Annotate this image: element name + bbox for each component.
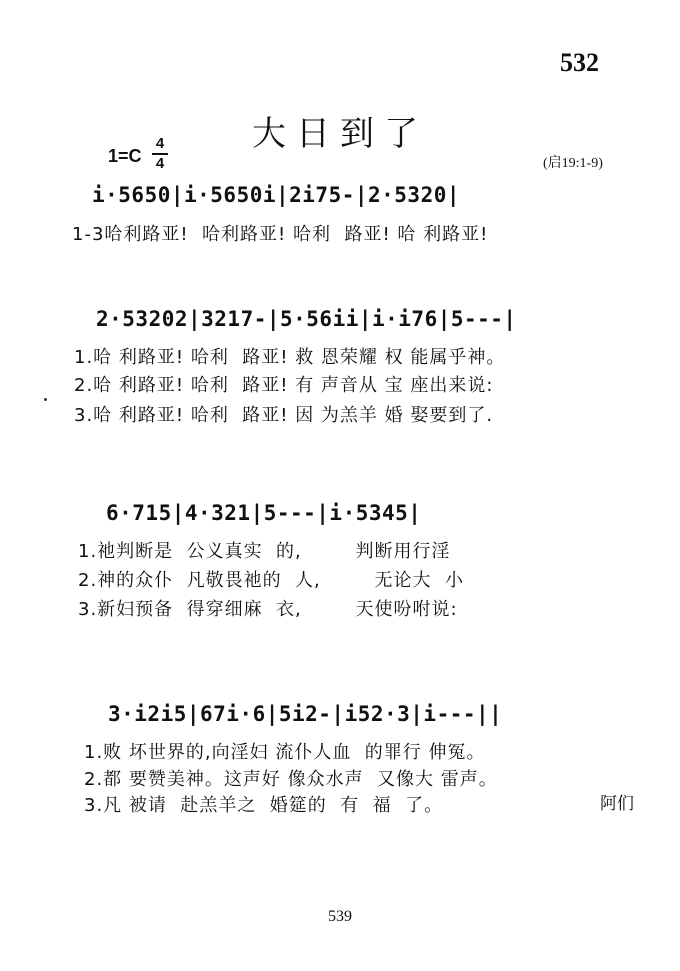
- hymn-number: 532: [560, 48, 599, 77]
- lyric-line-1-1: 1-3哈利路亚! 哈利路亚! 哈利 路亚! 哈 利路亚!: [72, 224, 489, 245]
- lyric-line-3-3: 3.新妇预备 得穿细麻 衣, 天使吩咐说:: [78, 599, 458, 620]
- lyric-line-2-2: 2.哈 利路亚! 哈利 路亚! 有 声音从 宝 座出来说:: [74, 375, 494, 396]
- notation-line-1: i·5650|i·5650i|2i75-|2·5320|: [92, 183, 461, 207]
- meter-top: 4: [155, 135, 165, 152]
- meter-bottom: 4: [155, 155, 165, 172]
- lyric-line-3-1: 1.祂判断是 公义真实 的, 判断用行淫: [78, 541, 451, 562]
- lyric-line-4-2: 2.都 要赞美神。这声好 像众水声 又像大 雷声。: [84, 769, 498, 790]
- amen-ending: 阿们: [600, 794, 634, 814]
- notation-line-2: 2·53202|3217-|5·56ii|i·i76|5---|: [96, 307, 517, 331]
- time-signature: [152, 136, 168, 172]
- lyric-line-4-3: 3.凡 被请 赴羔羊之 婚筵的 有 福 了。: [84, 795, 444, 816]
- page-number: 539: [328, 908, 352, 925]
- lyric-line-2-3: 3.哈 利路亚! 哈利 路亚! 因 为羔羊 婚 娶要到了.: [74, 405, 494, 426]
- scripture-reference: (启19:1-9): [543, 156, 603, 171]
- lyric-line-2-1: 1.哈 利路亚! 哈利 路亚! 救 恩荣耀 权 能属乎神。: [74, 347, 506, 368]
- hymn-title: 大日到了: [252, 114, 428, 154]
- notation-line-4: 3·i2i5|67i·6|5i2-|i52·3|i---||: [108, 702, 503, 726]
- lyric-line-4-1: 1.败 坏世界的,向淫妇 流仆人血 的罪行 伸冤。: [84, 742, 486, 763]
- scan-speck: [44, 398, 47, 401]
- key-signature: 1=C: [108, 146, 142, 166]
- notation-line-3: 6·715|4·321|5---|i·5345|: [106, 501, 422, 525]
- lyric-line-3-2: 2.神的众仆 凡敬畏祂的 人, 无论大 小: [78, 570, 464, 591]
